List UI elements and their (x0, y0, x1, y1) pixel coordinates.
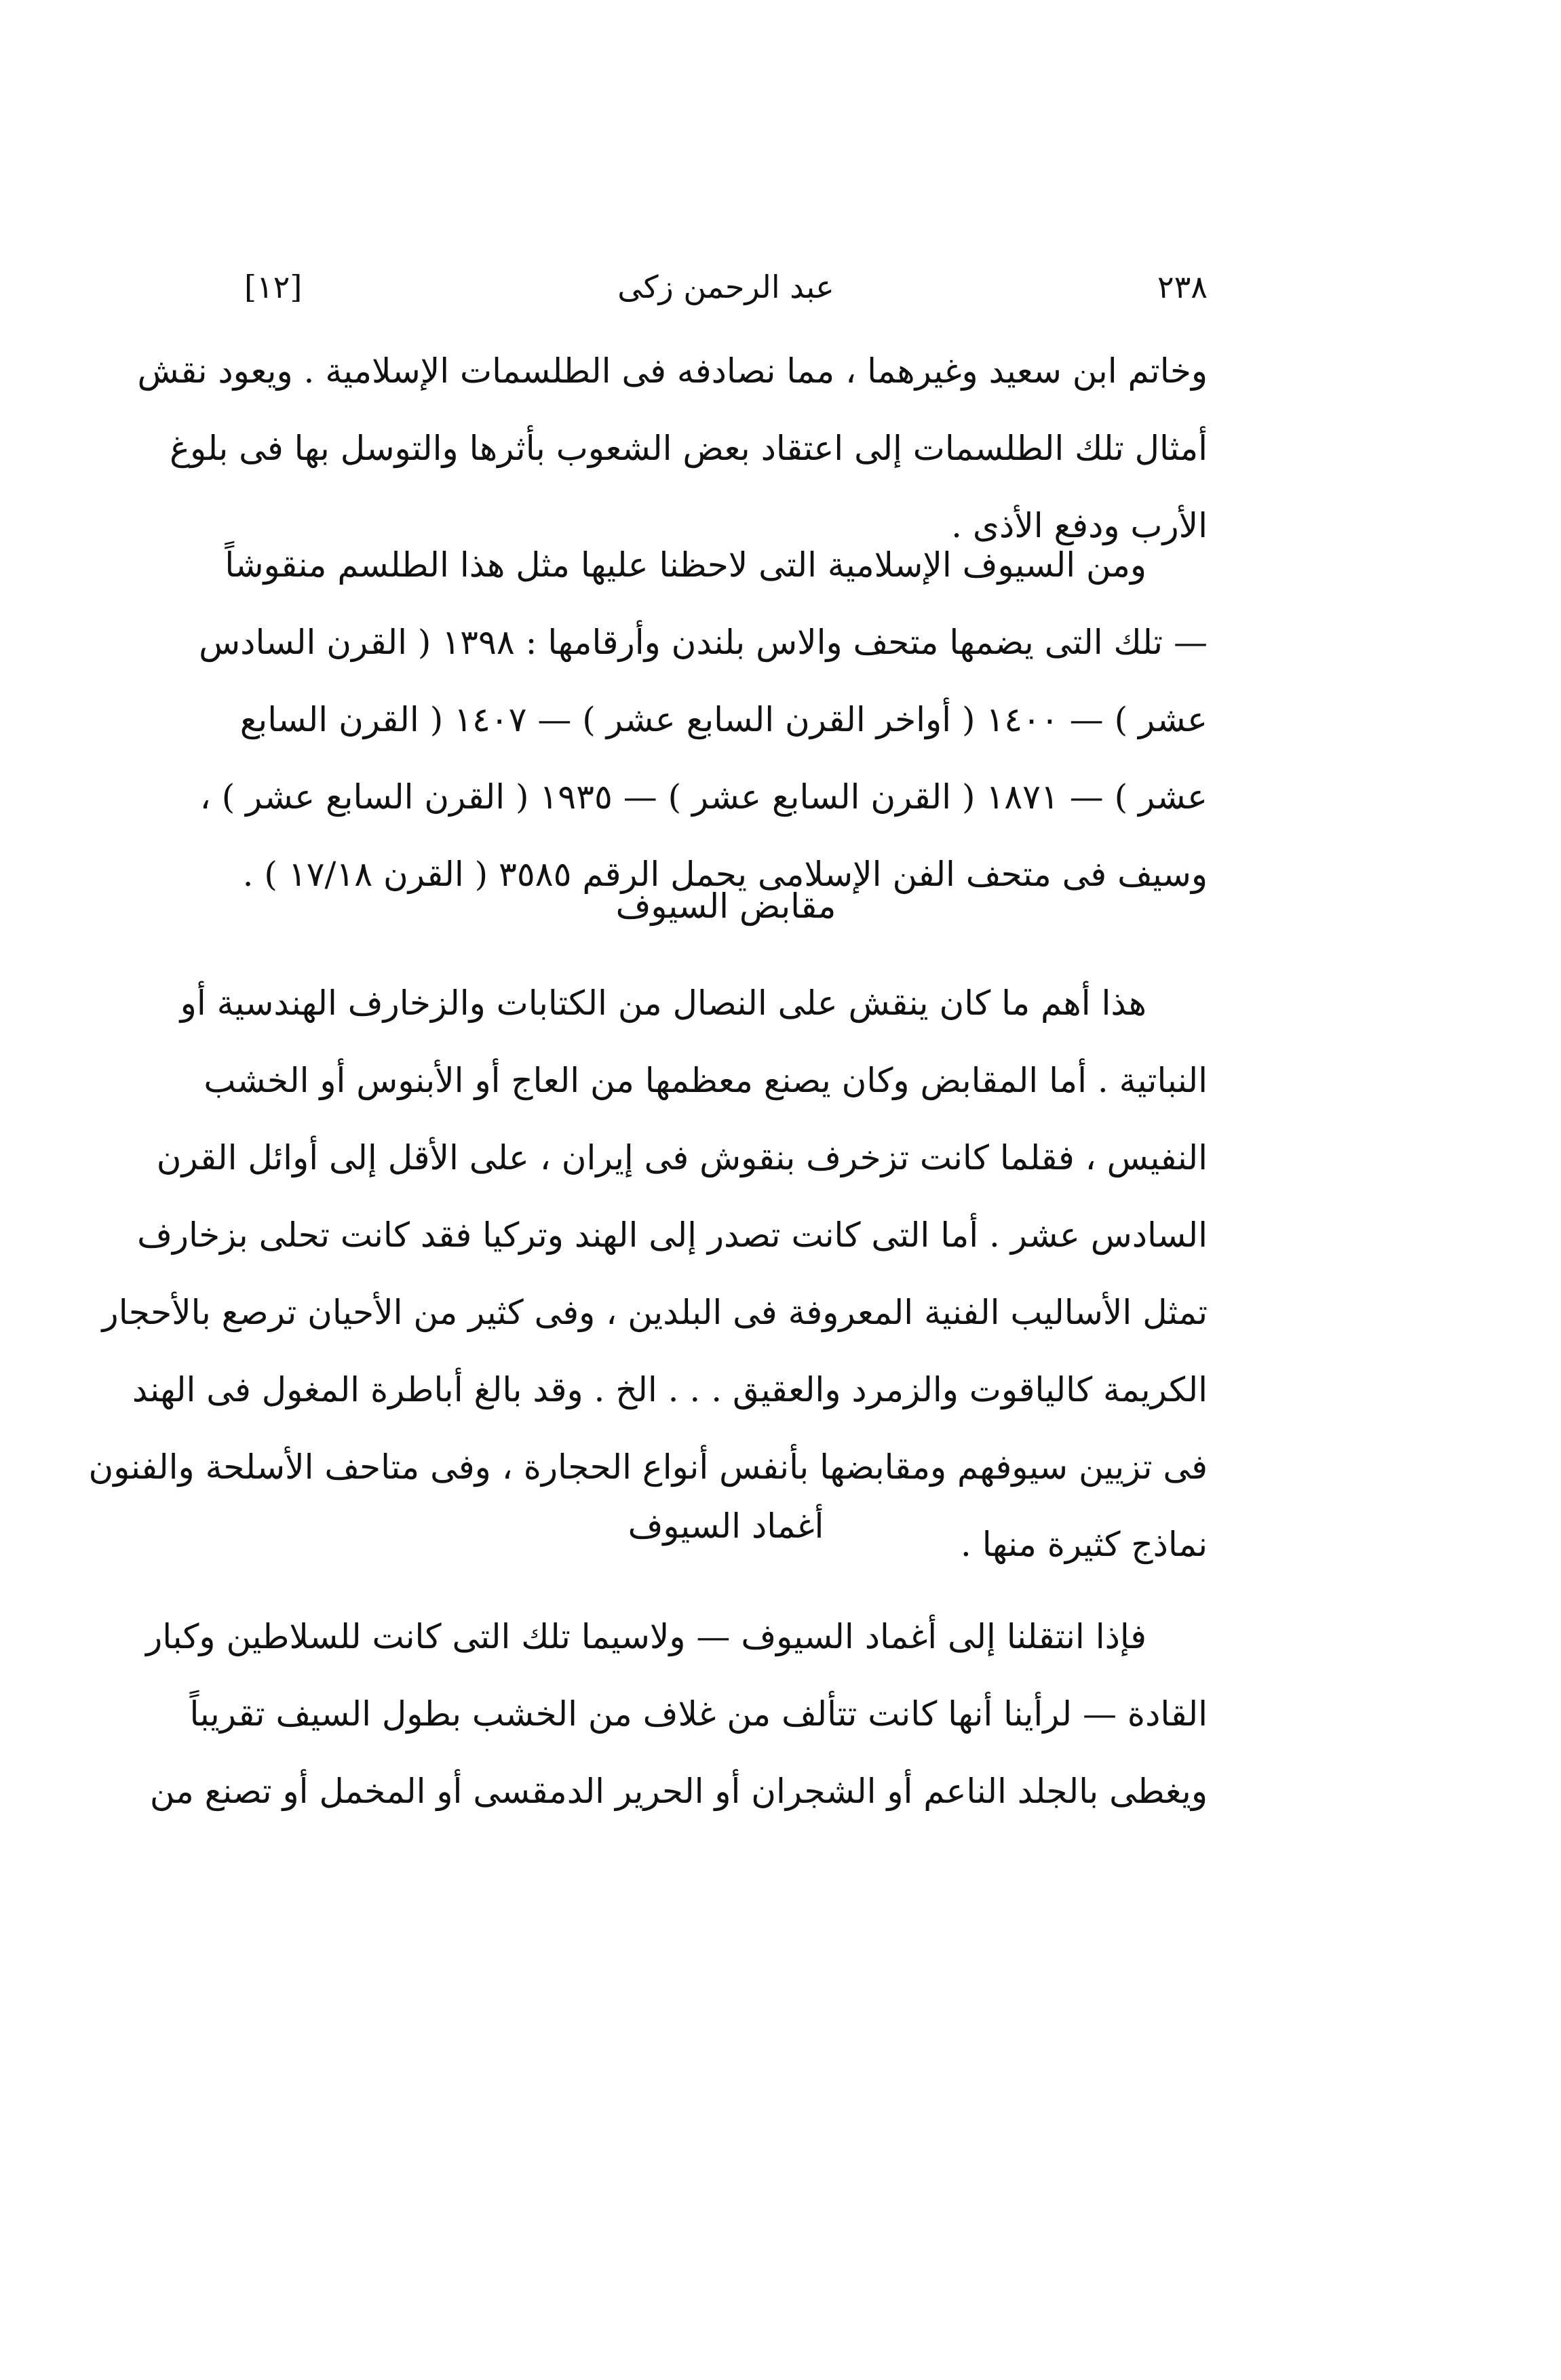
paragraph-line: أمثال تلك الطلسمات إلى اعتقاد بعض الشعوب بأثرها والتوسل بها فى بلوغ (170, 429, 1208, 468)
paragraph-3 (88, 964, 1208, 1583)
paragraph-line: عشر ) — ١٨٧١ ( القرن السابع عشر ) — ١٩٣٥ ( القرن السابع عشر ) ، (199, 777, 1208, 817)
paragraph-2 (199, 526, 1208, 913)
paragraph-line: ومن السيوف الإسلامية التى لاحظنا عليها مثل هذا الطلسم منقوشاً (225, 545, 1146, 585)
paragraph-line: السادس عشر . أما التى كانت تصدر إلى الهند وتركيا فقد كانت تحلى بزخارف (137, 1215, 1208, 1255)
paragraph-line: فى تزيين سيوفهم ومقابضها بأنفس أنواع الحجارة ، وفى متاحف الأسلحة والفنون (88, 1447, 1208, 1487)
paragraph-line: عشر ) — ١٤٠٠ ( أواخر القرن السابع عشر ) — ١٤٠٧ ( القرن السابع (239, 700, 1208, 739)
paragraph-line: ويغطى بالجلد الناعم أو الشجران أو الحرير الدمقسى أو المخمل أو تصنع من (149, 1772, 1208, 1811)
chapter-number: [١٢] (244, 269, 303, 305)
paragraph-line: النفيس ، فقلما كانت تزخرف بنقوش فى إيران ، على الأقل إلى أوائل القرن (156, 1138, 1208, 1177)
paragraph-line: — تلك التى يضمها متحف والاس بلندن وأرقامها : ١٣٩٨ ( القرن السادس (199, 623, 1208, 662)
paragraph-line: فإذا انتقلنا إلى أغماد السيوف — ولاسيما تلك التى كانت للسلاطين وكبار (146, 1617, 1146, 1656)
section-heading-scabbards: أغماد السيوف (628, 1506, 824, 1546)
paragraph-line: القادة — لرأينا أنها كانت تتألف من غلاف من الخشب بطول السيف تقريباً (189, 1694, 1208, 1734)
paragraph-line: النباتية . أما المقابض وكان يصنع معظمها من العاج أو الأبنوس أو الخشب (204, 1061, 1208, 1100)
author-name: عبد الرحمن زكى (617, 269, 834, 305)
paragraph-line: وسيف فى متحف الفن الإسلامى يحمل الرقم ٣٥٨٥ ( القرن ١٧/١٨ ) . (242, 855, 1208, 894)
paragraph-line: هذا أهم ما كان ينقش على النصال من الكتابات والزخارف الهندسية أو (180, 983, 1146, 1023)
paragraph-line: الكريمة كالياقوت والزمرد والعقيق . . . الخ . وقد بالغ أباطرة المغول فى الهند (132, 1370, 1208, 1409)
section-heading-hilts: مقابض السيوف (615, 886, 836, 926)
paragraph-line: نماذج كثيرة منها . (960, 1525, 1208, 1564)
paragraph-line: وخاتم ابن سعيد وغيرهما ، مما نصادفه فى الطلسمات الإسلامية . ويعود نقش (137, 351, 1208, 391)
paragraph-line: تمثل الأساليب الفنية المعروفة فى البلدين ، وفى كثير من الأحيان ترصع بالأحجار (102, 1293, 1208, 1332)
running-head (244, 263, 1208, 311)
page-number: ٢٣٨ (1157, 269, 1208, 305)
paragraph-line: الأرب ودفع الأذى . (951, 506, 1208, 545)
paragraph-4 (146, 1598, 1208, 1830)
